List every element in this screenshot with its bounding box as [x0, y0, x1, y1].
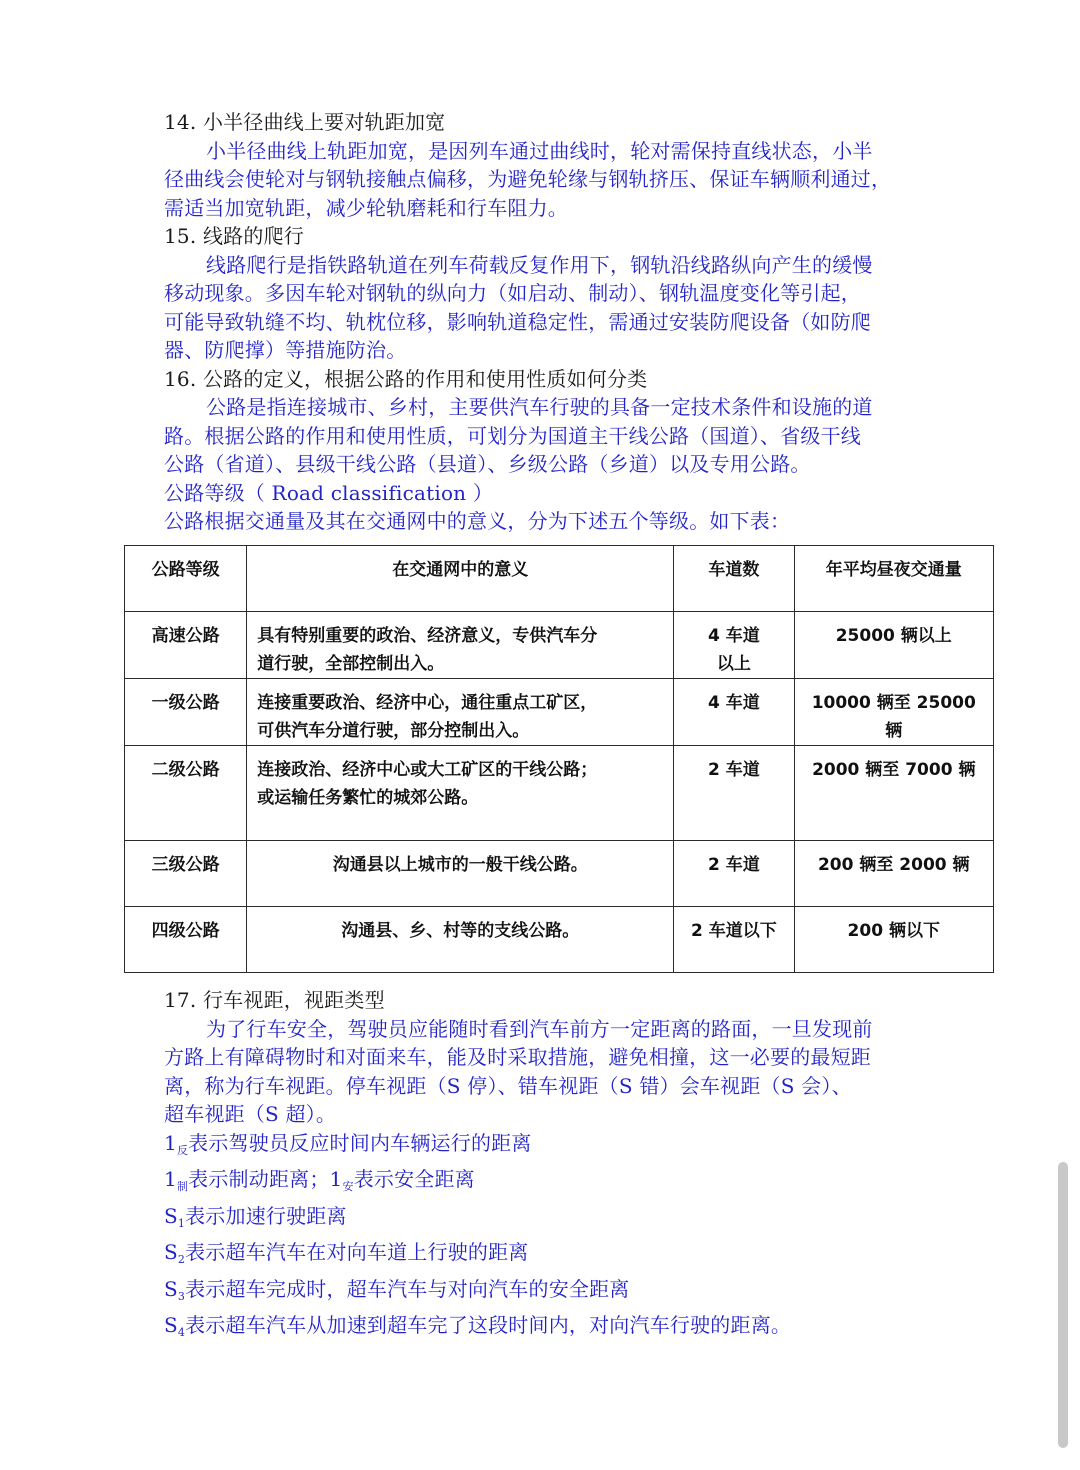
section-17-line-4: 超车视距（S 超）。 — [164, 1102, 337, 1126]
section-15-line-1: 线路爬行是指铁路轨道在列车荷载反复作用下，钢轨沿线路纵向产生的缓慢 — [206, 252, 873, 277]
section-17-line-1: 为了行车安全，驾驶员应能随时看到汽车前方一定距离的路面，一旦发现前 — [206, 1016, 873, 1041]
def-symbol: 1 — [164, 1167, 177, 1191]
cell-grade: 三级公路 — [125, 841, 247, 907]
cell-grade: 四级公路 — [125, 907, 247, 973]
cell-meaning — [247, 612, 674, 679]
header-meaning: 在交通网中的意义 — [247, 546, 674, 612]
cell-lanes-line: 2 车道以下 — [691, 921, 777, 941]
content-lower — [164, 986, 924, 1348]
def-braking-safety-distance — [164, 1165, 924, 1202]
section-15-line-4: 器、防爬撑）等措施防治。 — [164, 338, 407, 362]
cell-traffic: 25000 辆以上 — [794, 612, 993, 679]
cell-lanes — [674, 612, 794, 679]
section-14-line-1: 小半径曲线上轨距加宽，是因列车通过曲线时，轮对需保持直线状态，小半 — [206, 138, 873, 163]
def-text: 表示超车汽车从加速到超车完了这段时间内，对向汽车行驶的距离。 — [185, 1313, 792, 1337]
def-text: 表示驾驶员反应时间内车辆运行的距离 — [188, 1130, 532, 1155]
def-symbol: 1 — [329, 1167, 343, 1191]
def-symbol: S — [164, 1203, 178, 1228]
table-row — [125, 679, 994, 746]
cell-lanes-line: 4 车道 — [708, 693, 760, 713]
def-text: 表示安全距离 — [353, 1167, 475, 1191]
def-s1 — [164, 1202, 924, 1239]
cell-meaning — [247, 679, 674, 746]
section-15-line-3: 可能导致轨缝不均、轨枕位移，影响轨道稳定性，需通过安装防爬设备（如防爬 — [164, 309, 871, 334]
cell-meaning-line: 沟通县以上城市的一般干线公路。 — [332, 855, 588, 875]
def-text: 表示加速行驶距离 — [185, 1203, 347, 1228]
cell-traffic: 200 辆至 2000 辆 — [794, 841, 993, 907]
def-subscript: 反 — [176, 1143, 189, 1157]
def-subscript: 安 — [342, 1180, 354, 1193]
cell-meaning-line: 具有特别重要的政治、经济意义，专供汽车分 — [257, 626, 598, 646]
cell-meaning — [247, 746, 674, 841]
section-14-line-3: 需适当加宽轨距，减少轮轨磨耗和行车阻力。 — [164, 195, 568, 220]
cell-meaning-line: 或运输任务繁忙的城郊公路。 — [257, 788, 479, 808]
table-row — [125, 841, 994, 907]
section-16-line-2: 路。根据公路的作用和使用性质，可划分为国道主干线公路（国道）、省级干线 — [164, 423, 861, 448]
cell-lanes — [674, 907, 794, 973]
cell-lanes — [674, 746, 794, 841]
table-header-row — [125, 546, 994, 612]
table-row — [125, 907, 994, 973]
cell-meaning — [247, 841, 674, 907]
def-s3 — [164, 1275, 924, 1312]
section-14-title: 14. 小半径曲线上要对轨距加宽 — [164, 110, 446, 134]
cell-grade: 一级公路 — [125, 679, 247, 746]
table-row — [125, 612, 994, 679]
def-text: 表示超车汽车在对向车道上行驶的距离 — [185, 1240, 529, 1264]
section-17-line-3: 离，称为行车视距。停车视距（S 停）、错车视距（S 错）会车视距（S 会）、 — [164, 1073, 852, 1098]
road-grade-intro: 公路根据交通量及其在交通网中的意义，分为下述五个等级。如下表： — [164, 509, 791, 533]
section-17-line-2: 方路上有障碍物时和对面来车，能及时采取措施，避免相撞，这一必要的最短距 — [164, 1045, 871, 1069]
cell-lanes — [674, 841, 794, 907]
cell-meaning-line: 连接重要政治、经济中心，通往重点工矿区， — [257, 693, 598, 713]
cell-traffic: 200 辆以下 — [794, 907, 993, 973]
cell-traffic: 2000 辆至 7000 辆 — [794, 746, 993, 841]
def-s2 — [164, 1238, 924, 1275]
def-subscript: 制 — [176, 1180, 189, 1193]
def-symbol: 1 — [164, 1130, 177, 1155]
section-16-line-3: 公路（省道）、县级干线公路（县道）、乡级公路（乡道）以及专用公路。 — [164, 452, 811, 476]
road-grade-table — [124, 545, 994, 973]
cell-lanes-line: 2 车道 — [708, 760, 760, 780]
cell-lanes — [674, 679, 794, 746]
def-text: 表示超车完成时，超车汽车与对向汽车的安全距离 — [185, 1276, 630, 1301]
section-16-line-1: 公路是指连接城市、乡村，主要供汽车行驶的具备一定技术条件和设施的道 — [206, 395, 873, 419]
cell-grade: 高速公路 — [125, 612, 247, 679]
def-text: 表示制动距离； — [188, 1167, 330, 1191]
def-subscript: 4 — [177, 1326, 186, 1339]
section-15-title: 15. 线路的爬行 — [164, 224, 304, 248]
cell-meaning-line: 沟通县、乡、村等的支线公路。 — [341, 921, 580, 941]
def-reaction-distance — [164, 1129, 924, 1166]
cell-meaning — [247, 907, 674, 973]
section-16-title: 16. 公路的定义，根据公路的作用和使用性质如何分类 — [164, 366, 648, 391]
cell-meaning-line: 道行驶，全部控制出入。 — [257, 654, 445, 674]
cell-lanes-line: 4 车道 — [708, 626, 760, 646]
header-lanes: 车道数 — [674, 546, 794, 612]
cell-meaning-line: 连接政治、经济中心或大工矿区的干线公路； — [257, 760, 598, 780]
content-upper — [164, 108, 924, 536]
header-grade: 公路等级 — [125, 546, 247, 612]
road-grade-heading: 公路等级（ Road classification ） — [164, 480, 494, 505]
def-subscript: 2 — [177, 1253, 186, 1266]
cell-meaning-line: 可供汽车分道行驶，部分控制出入。 — [257, 721, 530, 741]
cell-lanes-line: 2 车道 — [708, 855, 760, 875]
def-symbol: S — [164, 1240, 178, 1264]
cell-traffic: 10000 辆至 25000 辆 — [794, 679, 993, 746]
section-14-line-2: 径曲线会使轮对与钢轨接触点偏移，为避免轮缘与钢轨挤压、保证车辆顺利通过， — [164, 167, 892, 191]
header-traffic: 年平均昼夜交通量 — [794, 546, 993, 612]
def-s4 — [164, 1311, 924, 1348]
table-row — [125, 746, 994, 841]
def-subscript: 3 — [177, 1289, 186, 1303]
vertical-scrollbar[interactable] — [1058, 1162, 1068, 1448]
def-symbol: S — [164, 1276, 178, 1301]
section-17-title: 17. 行车视距，视距类型 — [164, 988, 385, 1012]
cell-grade: 二级公路 — [125, 746, 247, 841]
cell-lanes-line: 以上 — [716, 654, 751, 674]
def-subscript: 1 — [177, 1216, 186, 1230]
def-symbol: S — [164, 1313, 178, 1337]
section-15-line-2: 移动现象。多因车轮对钢轨的纵向力（如启动、制动）、钢轨温度变化等引起， — [164, 281, 861, 305]
